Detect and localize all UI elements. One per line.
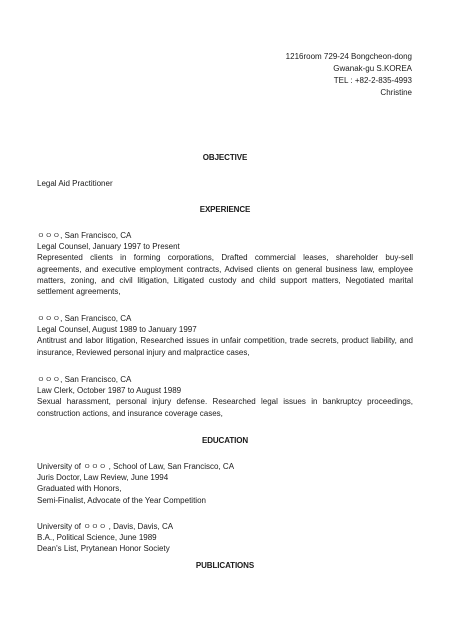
experience-role: Legal Counsel, January 1997 to Present xyxy=(37,242,180,252)
phone-number: TEL : +82-2-835-4993 xyxy=(333,76,412,85)
education-entry-2 xyxy=(37,521,413,555)
objective-text: Legal Aid Practitioner xyxy=(37,179,113,188)
publications-heading: PUBLICATIONS xyxy=(195,561,255,570)
education-line: Dean's List, Prytanean Honor Society xyxy=(37,544,170,554)
experience-entry-3 xyxy=(37,374,413,419)
address-line-2: Gwanak-gu S.KOREA xyxy=(333,64,412,73)
education-line: Semi-Finalist, Advocate of the Year Competition xyxy=(37,495,206,505)
education-line: B.A., Political Science, June 1989 xyxy=(37,533,157,543)
experience-employer: ㅇㅇㅇ, San Francisco, CA xyxy=(37,231,132,240)
objective-heading: OBJECTIVE xyxy=(202,153,248,162)
experience-description: Represented clients in forming corporations, Drafted commercial leases, shareholder buy-sell agreements, and executive employment contracts, Advised clients on general business law, employee matters, zoning, and civil litigation, Litigated custody and child support matters, Negotiated marital settlement agreements, xyxy=(37,253,413,297)
experience-description: Antitrust and labor litigation, Researched issues in unfair competition, trade secrets, product liability, and insurance, Reviewed personal injury and malpractice cases, xyxy=(37,336,413,357)
experience-description: Sexual harassment, personal injury defense. Researched legal issues in bankruptcy proceedings, construction actions, and insurance coverage cases, xyxy=(37,397,413,418)
education-line: Juris Doctor, Law Review, June 1994 xyxy=(37,473,169,483)
applicant-name: Christine xyxy=(380,88,412,97)
experience-employer: ㅇㅇㅇ, San Francisco, CA xyxy=(37,375,132,384)
address-line-1: 1216room 729-24 Bongcheon-dong xyxy=(285,52,412,61)
education-line: University of ㅇㅇㅇ , School of Law, San Francisco, CA xyxy=(37,462,235,471)
experience-role: Legal Counsel, August 1989 to January 1997 xyxy=(37,325,197,335)
contact-block xyxy=(286,51,412,99)
experience-role: Law Clerk, October 1987 to August 1989 xyxy=(37,386,182,396)
experience-employer: ㅇㅇㅇ, San Francisco, CA xyxy=(37,314,132,323)
experience-entry-1 xyxy=(37,230,413,297)
education-line: University of ㅇㅇㅇ , Davis, Davis, CA xyxy=(37,522,174,531)
education-entry-1 xyxy=(37,461,413,506)
education-line: Graduated with Honors, xyxy=(37,484,122,494)
experience-entry-2 xyxy=(37,313,413,358)
experience-heading: EXPERIENCE xyxy=(199,205,251,214)
education-heading: EDUCATION xyxy=(201,436,249,445)
